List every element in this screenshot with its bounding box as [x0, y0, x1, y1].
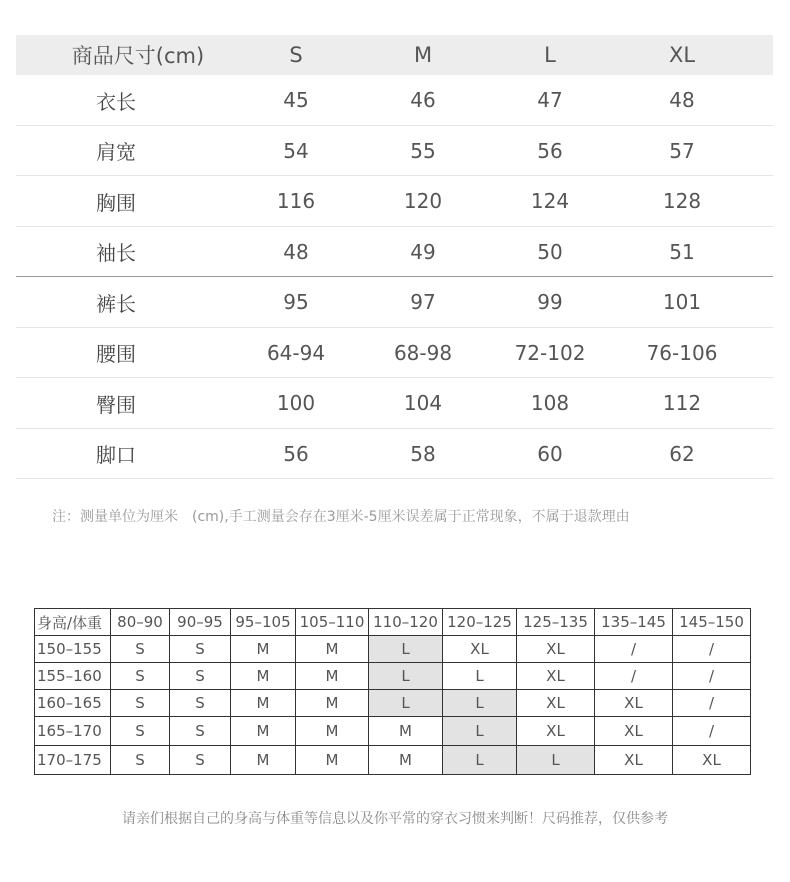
size-row [16, 277, 773, 328]
row-value: 55 [410, 138, 436, 163]
rec-cell: M [296, 717, 369, 746]
rec-cell: / [673, 663, 751, 690]
rec-cell: M [231, 746, 296, 775]
row-value: 45 [283, 88, 309, 113]
rec-header-cell: 110–120 [369, 609, 443, 636]
size-row [16, 227, 773, 278]
row-value: 120 [403, 189, 443, 214]
rec-cell: M [296, 636, 369, 663]
row-value: 95 [283, 290, 309, 315]
header-size-s: S [289, 43, 303, 67]
rec-cell: S [111, 717, 170, 746]
rec-row [35, 717, 751, 746]
rec-header-cell: 90–95 [170, 609, 231, 636]
row-value: 62 [669, 441, 695, 466]
header-size-l: L [544, 43, 556, 67]
measurement-note: 注：测量单位为厘米 (cm),手工测量会存在3厘米-5厘米误差属于正常现象，不属于退款理由 [52, 509, 630, 525]
rec-cell: / [673, 690, 751, 717]
rec-cell: XL [517, 717, 595, 746]
row-value: 48 [283, 239, 309, 264]
rec-header-row [35, 609, 751, 636]
row-value: 116 [276, 189, 316, 214]
row-value: 99 [537, 290, 563, 315]
row-value: 56 [283, 441, 309, 466]
row-value: 64-94 [266, 340, 326, 365]
rec-height-cell: 165–170 [35, 717, 111, 746]
rec-cell: L [369, 636, 443, 663]
rec-cell: / [673, 717, 751, 746]
row-name: 胸围 [96, 190, 136, 215]
rec-header-cell: 120–125 [443, 609, 517, 636]
rec-cell: M [231, 690, 296, 717]
rec-header-cell: 95–105 [231, 609, 296, 636]
size-table-header [16, 35, 773, 75]
row-value: 57 [669, 138, 695, 163]
rec-cell: M [231, 663, 296, 690]
size-row [16, 126, 773, 177]
rec-header-cell: 135–145 [595, 609, 673, 636]
row-name: 脚口 [96, 443, 136, 468]
rec-cell: S [111, 746, 170, 775]
rec-cell: S [111, 636, 170, 663]
row-value: 112 [662, 391, 702, 416]
rec-cell: M [231, 717, 296, 746]
row-value: 51 [669, 239, 695, 264]
rec-cell: L [369, 663, 443, 690]
rec-header-cell: 145–150 [673, 609, 751, 636]
size-row [16, 75, 773, 126]
rec-cell: L [369, 690, 443, 717]
size-row [16, 328, 773, 379]
rec-cell: / [595, 663, 673, 690]
rec-cell: S [170, 636, 231, 663]
rec-cell: M [296, 746, 369, 775]
header-label: 商品尺寸(cm) [71, 44, 205, 68]
rec-header-cell: 身高/体重 [35, 609, 111, 636]
rec-cell: XL [595, 690, 673, 717]
rec-cell: S [170, 690, 231, 717]
row-value: 68-98 [393, 340, 453, 365]
rec-cell: L [443, 717, 517, 746]
row-value: 128 [662, 189, 702, 214]
header-size-m: M [413, 43, 433, 67]
row-name: 袖长 [96, 241, 136, 266]
rec-cell: L [443, 663, 517, 690]
row-value: 50 [537, 239, 563, 264]
rec-cell: S [111, 690, 170, 717]
row-value: 104 [403, 391, 443, 416]
rec-cell: XL [673, 746, 751, 775]
rec-cell: XL [517, 663, 595, 690]
rec-cell: L [443, 690, 517, 717]
row-value: 54 [283, 138, 309, 163]
rec-cell: S [170, 746, 231, 775]
rec-cell: S [111, 663, 170, 690]
header-size-xl: XL [668, 43, 696, 67]
row-value: 72-102 [514, 340, 586, 365]
row-name: 裤长 [96, 291, 136, 316]
row-value: 47 [537, 88, 563, 113]
size-row [16, 378, 773, 429]
rec-cell: XL [517, 636, 595, 663]
rec-cell: S [170, 717, 231, 746]
row-value: 48 [669, 88, 695, 113]
rec-row [35, 636, 751, 663]
row-value: 97 [410, 290, 436, 315]
rec-row [35, 746, 751, 775]
row-value: 76-106 [646, 340, 718, 365]
rec-height-cell: 150–155 [35, 636, 111, 663]
rec-height-cell: 160–165 [35, 690, 111, 717]
row-name: 衣长 [96, 89, 136, 114]
row-value: 100 [276, 391, 316, 416]
rec-cell: M [369, 717, 443, 746]
size-row [16, 429, 773, 480]
rec-row [35, 690, 751, 717]
rec-cell: L [517, 746, 595, 775]
row-divider [16, 478, 773, 479]
rec-cell: M [296, 690, 369, 717]
row-name: 肩宽 [96, 140, 136, 165]
row-value: 124 [530, 189, 570, 214]
rec-cell: / [595, 636, 673, 663]
rec-cell: M [296, 663, 369, 690]
rec-cell: XL [443, 636, 517, 663]
size-row [16, 176, 773, 227]
rec-row [35, 663, 751, 690]
rec-header-cell: 80–90 [111, 609, 170, 636]
row-value: 101 [662, 290, 702, 315]
row-value: 46 [410, 88, 436, 113]
row-value: 56 [537, 138, 563, 163]
rec-cell: XL [595, 746, 673, 775]
rec-cell: XL [595, 717, 673, 746]
rec-cell: XL [517, 690, 595, 717]
size-recommendation-table [34, 608, 751, 775]
row-value: 49 [410, 239, 436, 264]
rec-cell: / [673, 636, 751, 663]
row-value: 60 [537, 441, 563, 466]
rec-cell: M [231, 636, 296, 663]
row-value: 58 [410, 441, 436, 466]
row-name: 臀围 [96, 392, 136, 417]
rec-header-cell: 125–135 [517, 609, 595, 636]
size-table [16, 35, 773, 479]
rec-height-cell: 170–175 [35, 746, 111, 775]
rec-cell: L [443, 746, 517, 775]
row-value: 108 [530, 391, 570, 416]
recommendation-footnote: 请亲们根据自己的身高与体重等信息以及你平常的穿衣习惯来判断！尺码推荐，仅供参考 [122, 811, 668, 827]
rec-cell: S [170, 663, 231, 690]
rec-cell: M [369, 746, 443, 775]
row-name: 腰围 [96, 342, 136, 367]
rec-height-cell: 155–160 [35, 663, 111, 690]
rec-header-cell: 105–110 [296, 609, 369, 636]
